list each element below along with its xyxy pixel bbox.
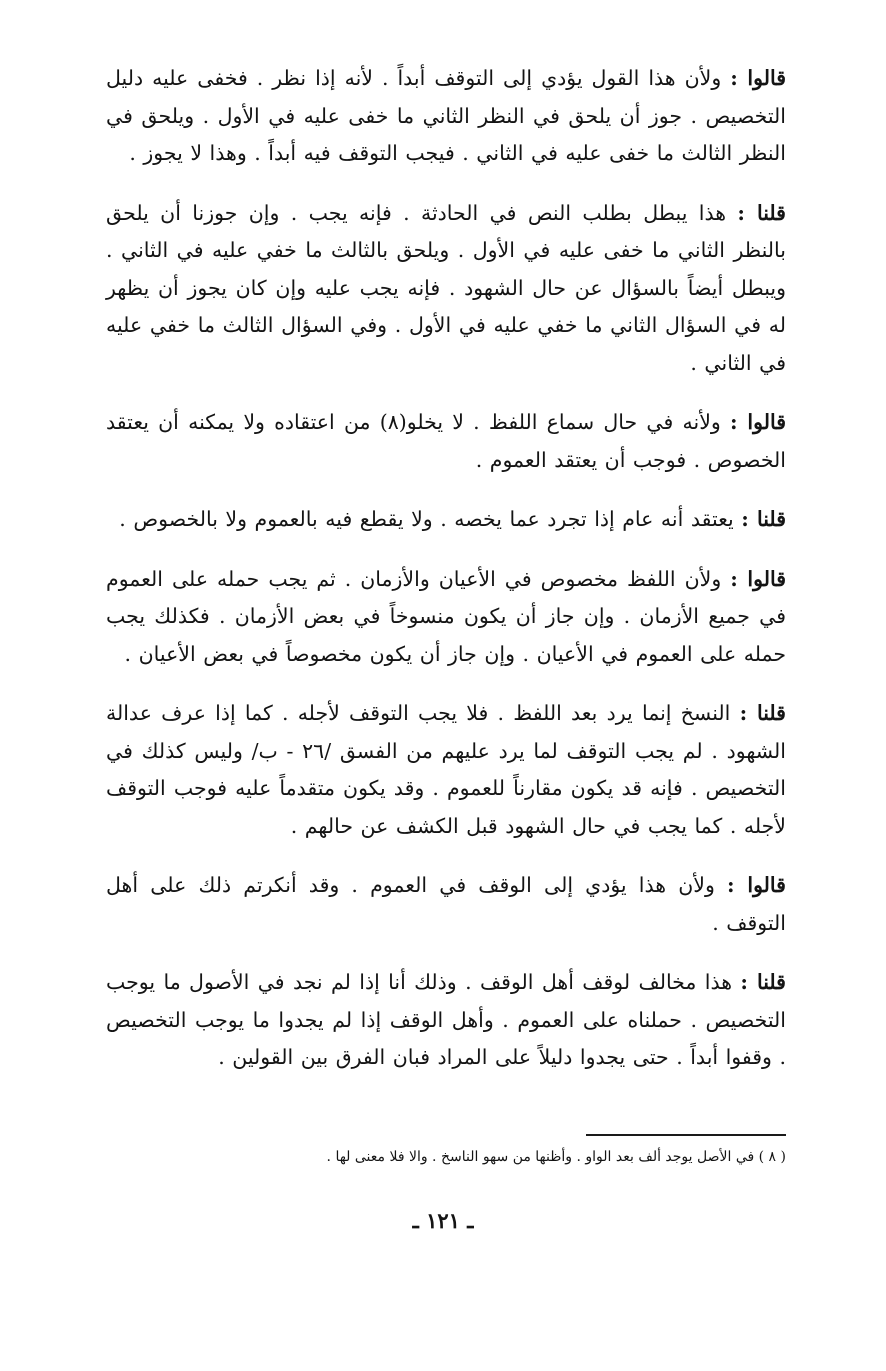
speaker-label: قالوا :: [730, 410, 786, 434]
speaker-label: قالوا :: [730, 66, 786, 90]
paragraph-4: [106, 501, 786, 539]
paragraph-8: [106, 964, 786, 1077]
paragraph-text: ولأن اللفظ مخصوص في الأعيان والأزمان . ثم يجب حمله على العموم في جميع الأزمان . وإن جاز أن يكون منسوخاً في بعض الأزمان . فكذلك يجب حمله على العموم في الأعيان . وإن جاز أن يكون مخصوصاً في بعض الأعيان .: [106, 566, 786, 666]
speaker-label: قالوا :: [730, 566, 786, 591]
paragraph-text: ولأن هذا القول يؤدي إلى التوقف أبداً . لأنه إذا نظر . فخفى عليه دليل التخصيص . جوز أن يلحق في النظر الثاني ما خفى عليه في الأول . ويلحق في النظر الثالث ما خفى عليه في الثاني . فيجب التوقف فيه أبداً . وهذا لا يجوز .: [106, 66, 786, 165]
paragraph-5: [106, 561, 786, 674]
paragraph-text: ولأن هذا يؤدي إلى الوقف في العموم . وقد أنكرتم ذلك على أهل التوقف .: [106, 873, 786, 935]
speaker-label: قلنا :: [740, 970, 786, 994]
speaker-label: قلنا :: [739, 701, 786, 725]
paragraph-text: يعتقد أنه عام إذا تجرد عما يخصه . ولا يقطع فيه بالعموم ولا بالخصوص .: [119, 507, 734, 531]
speaker-label: قلنا :: [741, 507, 786, 531]
page-number: ـ ١٢١ ـ: [412, 1208, 474, 1233]
speaker-label: قلنا :: [737, 200, 786, 225]
footnote-divider: [586, 1134, 786, 1136]
paragraph-text: ولأنه في حال سماع اللفظ . لا يخلو(٨) من اعتقاده ولا يمكنه أن يعتقد الخصوص . فوجب أن يعتقد العموم .: [106, 410, 786, 472]
paragraph-text: هذا مخالف لوقف أهل الوقف . وذلك أنا إذا لم نجد في الأصول ما يوجب التخصيص . حملناه على العموم . وأهل الوقف إذا لم يجدوا ما يوجب التخصيص . وقفوا أبداً . حتى يجدوا دليلاً على المراد فبان الفرق بين القولين .: [106, 970, 786, 1069]
paragraph-text: هذا يبطل بطلب النص في الحادثة . فإنه يجب . وإن جوزنا أن يلحق بالنظر الثاني ما خفى عليه في الأول . ويلحق بالثالث ما خفي عليه في الثاني . ويبطل أيضاً بالسؤال عن حال الشهود . فإنه يجب عليه وإن كان يجوز أن يظهر له في السؤال الثاني ما خفي عليه في الأول . وفي السؤال الثالث ما خفي عليه في الثاني .: [106, 200, 786, 375]
footnote: ( ٨ ) في الأصل يوجد ألف بعد الواو . وأظنها من سهو الناسخ . والا فلا معنى لها .: [326, 1149, 786, 1165]
paragraph-text: النسخ إنما يرد بعد اللفظ . فلا يجب التوقف لأجله . كما إذا عرف عدالة الشهود . لم يجب التوقف لما يرد عليهم من الفسق /٢٦ - ب/ وليس كذلك في التخصيص . فإنه قد يكون مقارناً للعموم . وقد يكون متقدماً عليه فوجب التوقف لأجله . كما يجب في حال الشهود قبل الكشف عن حالهم .: [106, 701, 786, 838]
paragraph-6: [106, 695, 786, 845]
paragraph-7: [106, 867, 786, 942]
paragraph-1: [106, 60, 786, 173]
main-text: [106, 60, 786, 1099]
paragraph-3: [106, 404, 786, 479]
paragraph-2: [106, 195, 786, 383]
speaker-label: قالوا :: [727, 873, 786, 897]
